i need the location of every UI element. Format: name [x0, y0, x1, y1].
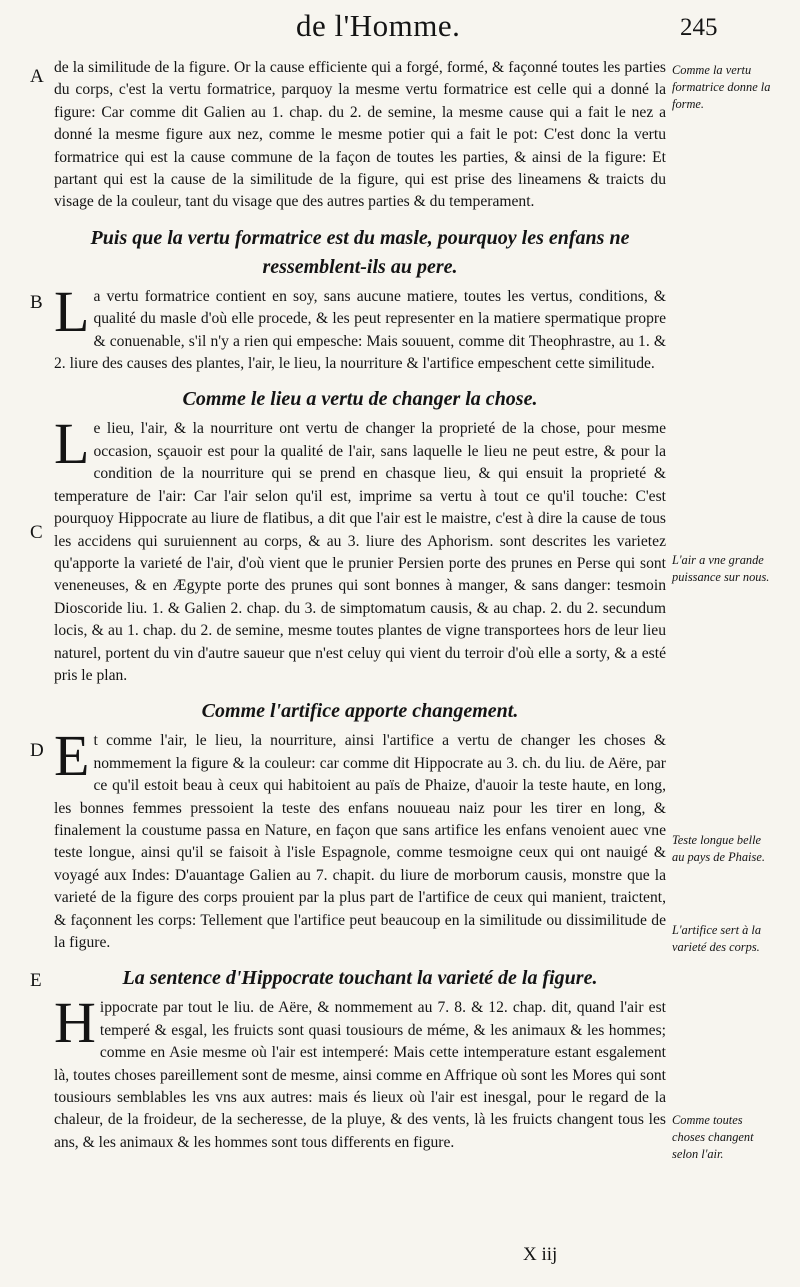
margin-note-vertu: Comme la vertu formatrice donne la forme. [672, 63, 771, 111]
margin-note-air: L'air a vne grande puissance sur nous. [672, 553, 770, 584]
margin-letter-a: A [30, 66, 44, 87]
page-number: 245 [680, 14, 718, 41]
paragraph-artifice: Et comme l'air, le lieu, la nourriture, ainsi l'artifice a vertu de changer les choses & nommement la figure & la couleur: car comme dit Hippocrate au 3. ch. du liu. de Aëre, par ce qu'il estoit beau à ceux qui habitoient au païs de Phaize, d'auoir la teste haute, en long, les bonnes femmes pressoient la teste des enfans nouueau naiz pour les tirer en long, & finalement la coustume passa en Nature, en façon que sans artifice les enfans venoient auec vne teste longue, ainsi qu'il se faisoit à l'isle Espagnole, comme tesmoigne ceux qui ont nauigé & voyagé aux Indes: D'auantage Galien au 7. chapit. du liure de morborum causis, monstre que la varieté de la figure des corps prouient par la plus part de l'artifice de ceux qui manient, traictent, & façonnent les corps: Tellement que l'artifice peut beaucoup en la similitude ou dissimilitude de la figure. [54, 723, 666, 951]
margin-letter-d: D [30, 740, 44, 761]
paragraph-similitude: de la similitude de la figure. Or la cause efficiente qui a forgé, formé, & façonné toutes les parties du corps, c'est la vertu formatrice, parquoy la mesme vertu formatrice est celle qui a donné la figure: Car comme dit Galien au 1. chap. du 2. de semine, la mesme cause qui a fait le nez a donné la mesme figure aux nez, comme le mesme potier qui a fait le pot: C'est donc la vertu formatrice qui est la cause commune de la façon de toutes les parties, & ainsi de la figure: Et partant qui est la cause de la similitude de la figure, qui est prise des lineamens & traicts du visage de la couleur, tant du visage que des autres parties & du temperament. [54, 59, 666, 211]
heading-lieu: Comme le lieu a vertu de changer la chose. [182, 388, 538, 411]
heading-artifice: Comme l'artifice apporte changement. [201, 700, 519, 723]
heading-sentence-hippocrate: La sentence d'Hippocrate touchant la varieté de la figure. [122, 967, 598, 990]
signature-mark: X iij [523, 1244, 558, 1265]
running-title: de l'Homme. [296, 8, 461, 43]
heading-vertu-formatrice: Puis que la vertu formatrice est du masle, pourquoy les enfans ne ressemblent-ils au pere. [90, 226, 630, 278]
margin-note-teste-longue: Teste longue belle au pays de Phaise. [672, 833, 765, 864]
paragraph-vertu-formatrice: La vertu formatrice contient en soy, sans aucune matiere, toutes les vertus, conditions, & qualité du masle d'où elle procede, & les peut representer en la matiere spermatique propre & conuenable, s'il n'y a rien qui empesche: Mais souuent, comme dit Theophrastre, au 1. & 2. liure des causes des plantes, l'air, le lieu, la nourriture & l'artifice empeschent cette similitude. [54, 278, 666, 373]
main-text-column [54, 57, 666, 1154]
paragraph-sentence-hippocrate: Hippocrate par tout le liu. de Aëre, & nommement au 7. 8. & 12. chap. dit, quand l'air est temperé & esgal, les fruicts sont quasi tousiours de méme, & les animaux & les hommes; comme en Asie mesme où l'air est intemperé: Mais cette intemperature estant esgalement là, toutes choses pareillement sont de mesme, ainsi comme en Affrique où sont les Mores qui sont tousiours semblables les vns aux autres: mais és lieux où l'air est inesgal, pour le regard de la chaleur, de la froideur, de la secheresse, de la pluye, & des vents, là les fruicts changent tous les ans, & les animaux & les hommes sont tous differents en figure. [54, 990, 666, 1151]
margin-note-artifice: L'artifice sert à la varieté des corps. [672, 923, 762, 954]
margin-letter-b: B [30, 292, 43, 313]
margin-note-changent: Comme toutes choses changent selon l'air. [672, 1113, 754, 1161]
margin-letter-c: C [30, 522, 43, 543]
margin-letter-e: E [30, 970, 42, 991]
paragraph-lieu: Le lieu, l'air, & la nourriture ont vertu de changer la proprieté de la chose, pour mesme occasion, sçauoir est pour la qualité de l'air, sans laquelle le lieu ne peut estre, & pour la condition de la nourriture qui se prend en chasque lieu, & qui ensuit la proprieté & temperature de l'air: Car l'air selon qu'il est, imprime sa vertu à tout ce qu'il touche: C'est pourquoy Hippocrate au liure de flatibus, a dit que l'air est le maistre, c'est à dire la cause de tous les accidens qui suruiennent au corps, & au 3. liure des Aphorism. sont descrites les varietez qu'apporte la varieté de l'air, d'où vient que le prunier Persien porte des prunes en Perse qui sont veneneuses, & en Ægypte porte des prunes qui sont bonnes à manger, & sans danger: tesmoin Dioscoride liu. 1. & Galien 2. chap. du 3. de simptomatum causis, & au chap. 2. du 2. secundum locis, & au 1. chap. du 2. de semine, mesme toutes plantes de vigne transportees hors de leur lieu naturel, portent du vin d'autre saueur que n'est celuy qui vient du terroir d'où elle a sorty, & a esté pris le plan. [54, 411, 666, 684]
